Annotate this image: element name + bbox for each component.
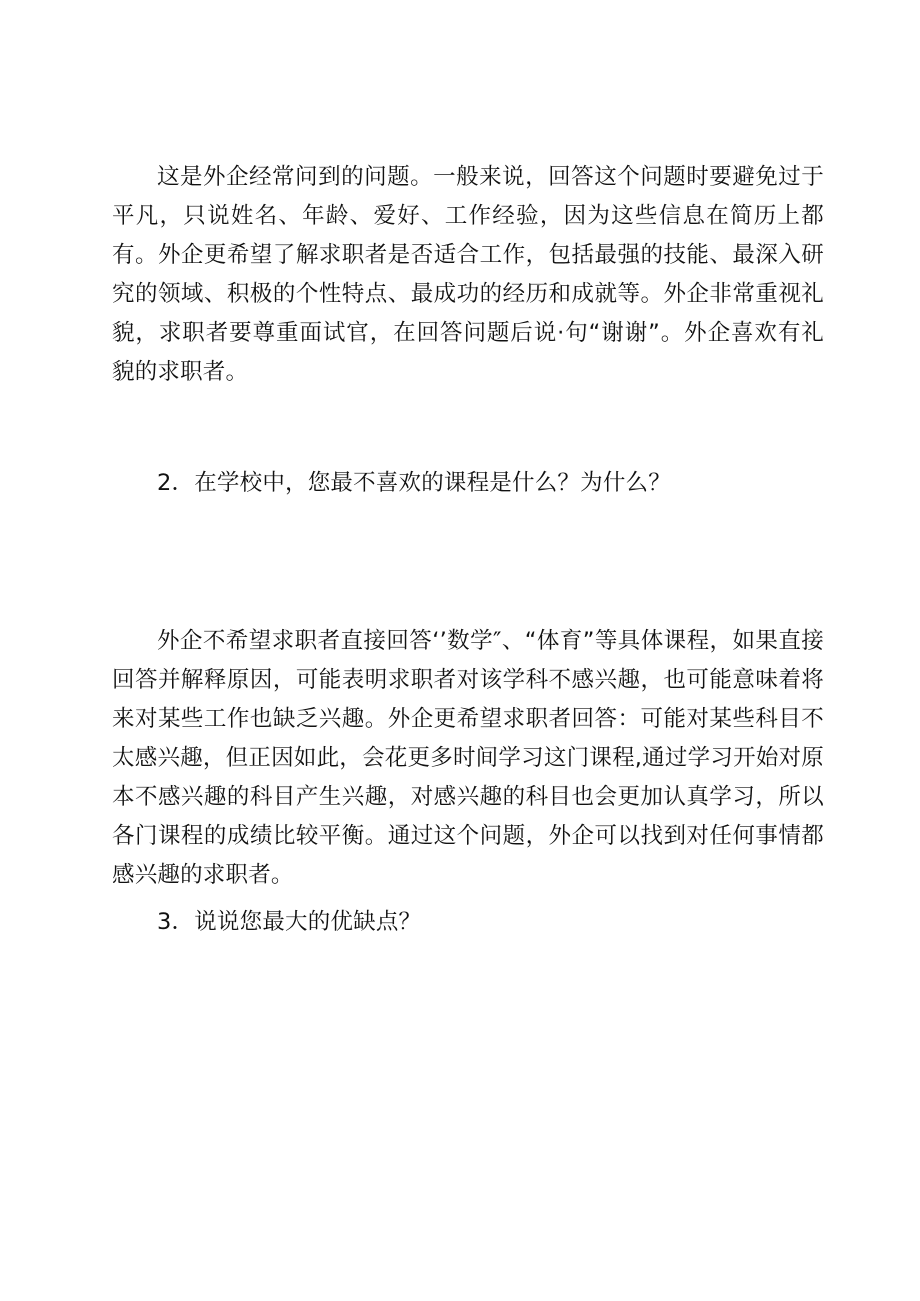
paragraph-question-2-answer: 外企不希望求职者直接回答‘’数学″、“体育”等具体课程，如果直接回答并解释原因，可能表明求职者对该学科不感兴趣，也可能意味着将来对某些工作也缺乏兴趣。外企更希望求职者回答：可能对某些科目不太感兴趣，但正因如此，会花更多时间学习这门课程,通过学习开始对原本不感兴趣的科目产生兴趣，对感兴趣的科目也会更加认真学习，所以各门课程的成绩比较平衡。通过这个问题，外企可以找到对任何事情都感兴趣的求职者。: [112, 628, 824, 888]
question-3-heading: 3．说说您最大的优缺点？: [157, 909, 422, 935]
question-2-heading: 2．在学校中，您最不喜欢的课程是什么？为什么？: [157, 470, 671, 496]
paragraph-intro-answer: 这是外企经常问到的问题。一般来说，回答这个问题时要避免过于平凡，只说姓名、年龄、爱好、工作经验，因为这些信息在简历上都有。外企更希望了解求职者是否适合工作，包括最强的技能、最深入研究的领域、积极的个性特点、最成功的经历和成就等。外企非常重视礼貌，求职者要尊重面试官，在回答问题后说·句“谢谢”。外企喜欢有礼貌的求职者。: [112, 164, 824, 385]
